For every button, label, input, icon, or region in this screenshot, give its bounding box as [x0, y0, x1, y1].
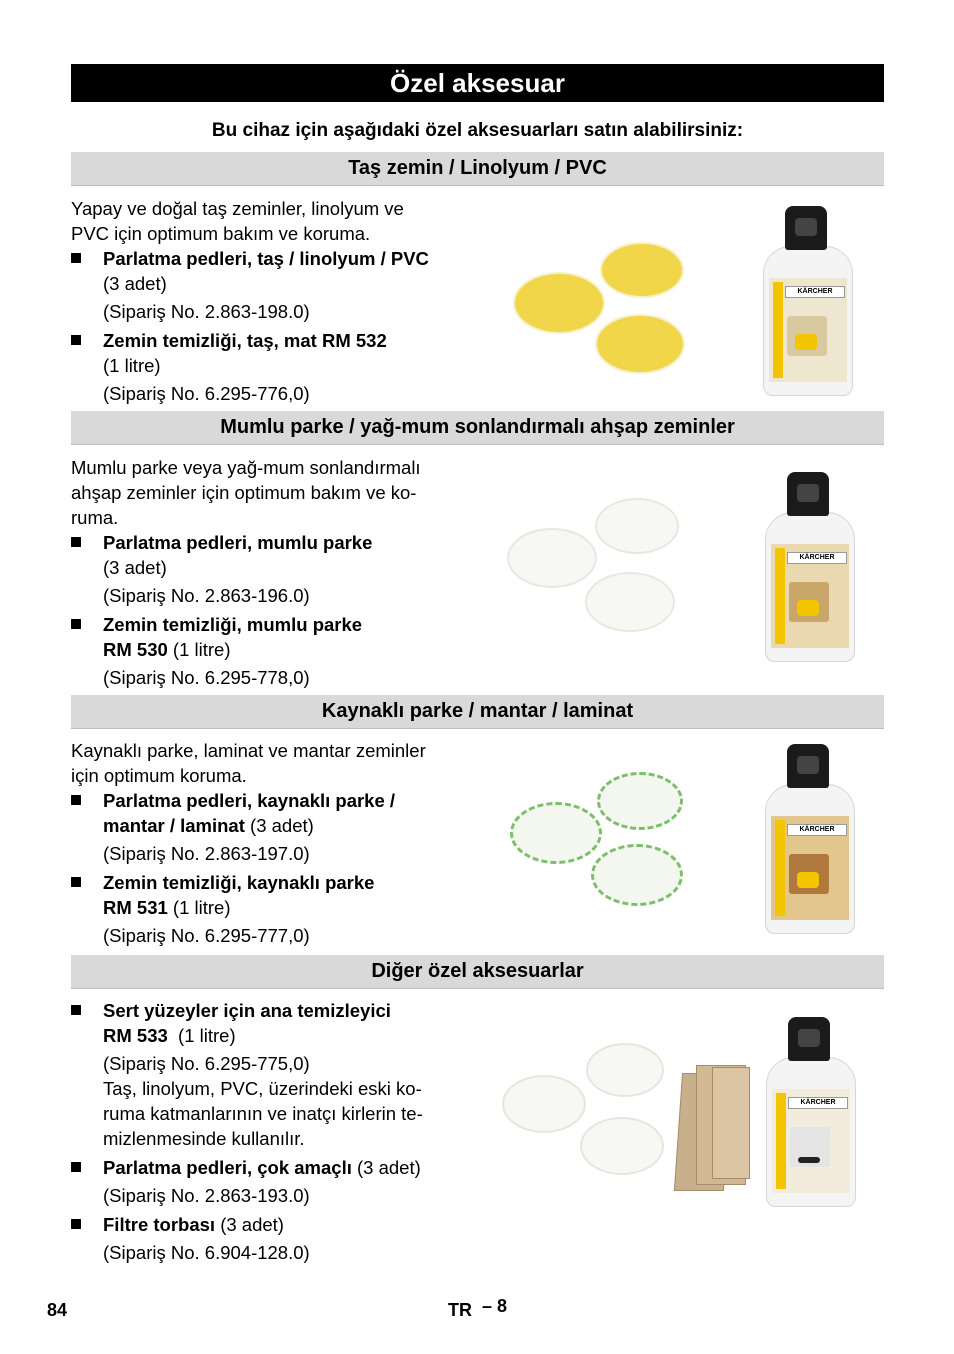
item-title: Parlatma pedleri, taş / linolyum / PVC — [103, 248, 429, 269]
intro-line: Yapay ve doğal taş zeminler, linolyum ve — [71, 198, 404, 219]
list-item — [71, 530, 466, 608]
polishing-pad-image — [510, 802, 602, 864]
list-item — [71, 246, 466, 324]
order-number: (Sipariş No. 6.295-776,0) — [103, 383, 310, 404]
section-heading: Mumlu parke / yağ-mum sonlandırmalı ahşap zeminler — [71, 411, 884, 445]
bullet-icon — [71, 253, 81, 263]
item-qty: (3 adet) — [103, 273, 167, 294]
list-item — [71, 788, 466, 866]
item-note: Taş, linolyum, PVC, üzerindeki eski ko- — [103, 1078, 422, 1099]
section-text — [71, 196, 466, 406]
order-number: (Sipariş No. 6.295-775,0) — [103, 1053, 310, 1074]
product-image — [500, 1015, 880, 1230]
item-title: Zemin temizliği, kaynaklı parke — [103, 872, 375, 893]
section-text — [71, 738, 466, 948]
item-qty: (1 litre) — [167, 639, 231, 660]
polishing-pad-image — [595, 314, 685, 374]
item-qty: (3 adet) — [351, 1157, 421, 1178]
order-number: (Sipariş No. 2.863-197.0) — [103, 843, 310, 864]
bullet-icon — [71, 619, 81, 629]
intro-line: Kaynaklı parke, laminat ve mantar zeminler — [71, 740, 426, 761]
item-qty: (3 adet) — [244, 815, 314, 836]
item-qty: (1 litre) — [167, 897, 231, 918]
polishing-pad-image — [591, 844, 683, 906]
section-heading: Taş zemin / Linolyum / PVC — [71, 152, 884, 186]
product-image — [505, 210, 880, 400]
item-title: Filtre torbası — [103, 1214, 216, 1235]
order-number: (Sipariş No. 6.295-777,0) — [103, 925, 310, 946]
list-item — [71, 328, 466, 406]
order-number: (Sipariş No. 2.863-193.0) — [103, 1185, 310, 1206]
polishing-pad-image — [597, 772, 683, 830]
item-title: Zemin temizliği, taş, mat RM 532 — [103, 330, 387, 351]
order-number: (Sipariş No. 2.863-198.0) — [103, 301, 310, 322]
polishing-pad-image — [507, 528, 597, 588]
item-model: RM 531 — [103, 897, 168, 918]
item-qty: (3 adet) — [103, 557, 167, 578]
polishing-pad-image — [585, 572, 675, 632]
item-note: mizlenmesinde kullanılır. — [103, 1128, 305, 1149]
item-qty: (1 litre) — [103, 355, 161, 376]
order-number: (Sipariş No. 6.904-128.0) — [103, 1242, 310, 1263]
polishing-pad-image — [586, 1043, 664, 1097]
filter-bag-image — [712, 1067, 750, 1179]
polishing-pad-image — [580, 1117, 664, 1175]
section-heading: Kaynaklı parke / mantar / laminat — [71, 695, 884, 729]
polishing-pad-image — [595, 498, 679, 554]
intro-line: için optimum koruma. — [71, 765, 247, 786]
item-title: Parlatma pedleri, çok amaçlı — [103, 1157, 352, 1178]
item-title: Parlatma pedleri, mumlu parke — [103, 532, 373, 553]
bullet-icon — [71, 877, 81, 887]
polishing-pad-image — [502, 1075, 586, 1133]
section-page-number: – 8 — [482, 1296, 508, 1316]
brand-logo: KÄRCHER — [788, 1097, 848, 1109]
language-code: TR — [448, 1300, 472, 1320]
product-image — [505, 470, 880, 675]
bullet-icon — [71, 1162, 81, 1172]
order-number: (Sipariş No. 2.863-196.0) — [103, 585, 310, 606]
intro-line: PVC için optimum bakım ve koruma. — [71, 223, 371, 244]
item-model: RM 533 — [103, 1025, 168, 1046]
list-item — [71, 870, 466, 948]
page-number: 84 — [47, 1300, 68, 1320]
section-heading: Diğer özel aksesuarlar — [71, 955, 884, 989]
item-title-cont: mantar / laminat — [103, 815, 245, 836]
list-item — [71, 1155, 466, 1208]
item-model: RM 530 — [103, 639, 168, 660]
polishing-pad-image — [600, 242, 684, 298]
order-number: (Sipariş No. 6.295-778,0) — [103, 667, 310, 688]
polishing-pad-image — [513, 272, 605, 334]
item-title: Parlatma pedleri, kaynaklı parke / — [103, 790, 396, 811]
item-qty: (1 litre) — [167, 1025, 236, 1046]
bullet-icon — [71, 537, 81, 547]
bullet-icon — [71, 1219, 81, 1229]
bullet-icon — [71, 1005, 81, 1015]
bullet-icon — [71, 795, 81, 805]
item-title: Sert yüzeyler için ana temizleyici — [103, 1000, 391, 1021]
intro-line: Mumlu parke veya yağ-mum sonlandırmalı — [71, 457, 421, 478]
bullet-icon — [71, 335, 81, 345]
section-text — [71, 998, 466, 1265]
brand-logo: KÄRCHER — [787, 824, 847, 836]
item-qty: (3 adet) — [215, 1214, 284, 1235]
page-title: Özel aksesuar — [71, 64, 884, 102]
intro-line: ahşap zeminler için optimum bakım ve ko- — [71, 482, 417, 503]
list-item — [71, 1212, 466, 1265]
product-image — [505, 740, 880, 950]
section-text — [71, 455, 466, 690]
item-note: ruma katmanlarının ve inatçı kirlerin te- — [103, 1103, 423, 1124]
intro-line: ruma. — [71, 507, 119, 528]
page-subtitle: Bu cihaz için aşağıdaki özel aksesuarları satın alabilirsiniz: — [211, 120, 744, 141]
list-item — [71, 612, 466, 690]
brand-logo: KÄRCHER — [787, 552, 847, 564]
brand-logo: KÄRCHER — [785, 286, 845, 298]
item-title: Zemin temizliği, mumlu parke — [103, 614, 363, 635]
list-item — [71, 998, 466, 1151]
